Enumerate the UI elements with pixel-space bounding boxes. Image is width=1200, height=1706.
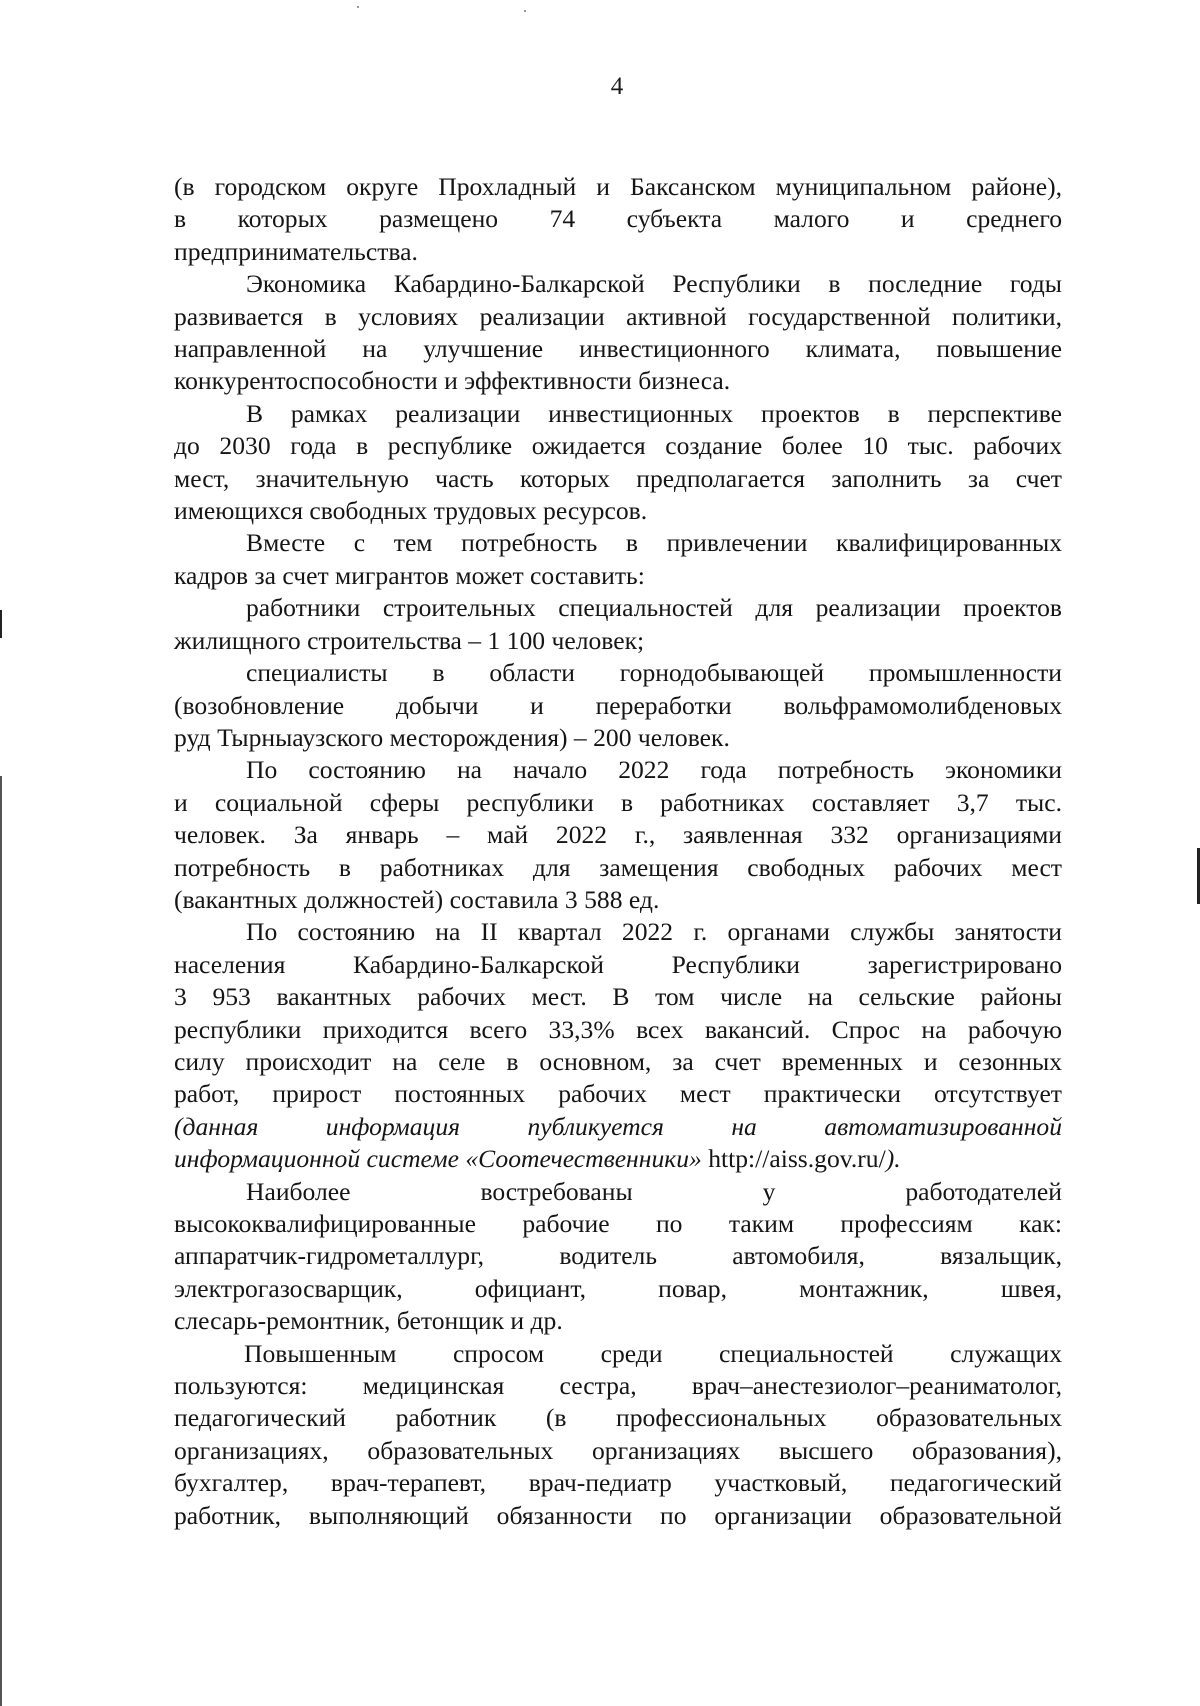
text-line: работник, выполняющий обязанности по организации образовательной — [174, 1500, 1062, 1530]
italic-text: информационной системе «Соотечественники» — [174, 1144, 702, 1174]
scan-edge-mark-left-top — [0, 610, 2, 638]
text-line: кадров за счет мигрантов может составить: — [174, 560, 645, 590]
text-line: (в городском округе Прохладный и Баксанском муниципальном районе), — [174, 172, 1062, 201]
text-line: работ, прирост постоянных рабочих мест практически отсутствует — [174, 1079, 1062, 1109]
text-line: в которых размещено 74 субъекта малого и среднего — [174, 204, 1062, 234]
scan-edge-mark-left-bottom — [0, 776, 2, 1706]
paragraph-migrant-need — [174, 527, 1062, 592]
paragraph-mining-specialists — [174, 657, 1062, 754]
text-line: мест, значительную часть которых предполагается заполнить за счет — [174, 463, 1062, 493]
text-line-italic-with-link — [174, 1143, 1062, 1175]
text-line: В рамках реализации инвестиционных проектов в перспективе — [246, 398, 1062, 428]
text-line: потребность в работниках для замещения свободных рабочих мест — [174, 852, 1062, 882]
text-line: до 2030 года в республике ожидается создание более 10 тыс. рабочих — [174, 431, 1062, 461]
text-line: Вместе с тем потребность в привлечении квалифицированных — [246, 528, 1062, 558]
text-line: (вакантных должностей) составила 3 588 ед. — [174, 884, 660, 914]
text-line: аппаратчик-гидрометаллург, водитель автомобиля, вязальщик, — [174, 1241, 1062, 1271]
text-line: человек. За январь – май 2022 г., заявленная 332 организациями — [174, 820, 1062, 850]
text-line: пользуются: медицинская сестра, врач–анестезиолог–реаниматолог, — [174, 1371, 1062, 1401]
paragraph-investment-projects — [174, 398, 1062, 528]
paragraph-employee-specialties — [174, 1338, 1062, 1532]
text-line: республики приходится всего 33,3% всех вакансий. Спрос на рабочую — [174, 1014, 1062, 1044]
text-line: По состоянию на начало 2022 года потребность экономики — [246, 755, 1062, 785]
text-line: населения Кабардино-Балкарской Республики зарегистрировано — [174, 949, 1062, 979]
text-line: и социальной сферы республики в работниках составляет 3,7 тыс. — [174, 787, 1062, 817]
text-line: По состоянию на II квартал 2022 г. органами службы занятости — [246, 917, 1062, 947]
paragraph-worker-professions — [174, 1176, 1062, 1338]
text-line: высококвалифицированные рабочие по таким профессиям как: — [174, 1209, 1062, 1238]
paragraph-labor-demand-2022 — [174, 754, 1062, 916]
text-line: специалисты в области горнодобывающей промышленности — [246, 658, 1062, 688]
text-line: конкурентоспособности и эффективности бизнеса. — [174, 366, 731, 396]
text-line: работники строительных специальностей для реализации проектов — [246, 593, 1062, 623]
text-line: руд Тырныаузского месторождения) – 200 человек. — [174, 722, 730, 752]
text-line: развивается в условиях реализации активной государственной политики, — [174, 301, 1062, 331]
text-line: Наиболее востребованы у работодателей — [246, 1176, 1062, 1206]
text-line: силу происходит на селе в основном, за счет временных и сезонных — [174, 1046, 1062, 1076]
text-line: Экономика Кабардино-Балкарской Республики в последние годы — [246, 269, 1062, 299]
paragraph-economy — [174, 268, 1062, 398]
paragraph-continuation — [174, 171, 1062, 268]
text-line: педагогический работник (в профессиональных образовательных — [174, 1403, 1062, 1433]
document-body — [174, 171, 1062, 1532]
text-line: электрогазосварщик, официант, повар, монтажник, швея, — [174, 1273, 1062, 1303]
text-line: предпринимательства. — [174, 236, 418, 266]
text-line: бухгалтер, врач-терапевт, врач-педиатр участковый, педагогический — [174, 1468, 1062, 1498]
scan-dot-top — [357, 6, 359, 8]
text-line: слесарь-ремонтник, бетонщик и др. — [174, 1306, 563, 1336]
website-link[interactable]: http://aiss.gov.ru/ — [708, 1144, 886, 1174]
italic-closing: ). — [885, 1144, 901, 1174]
text-line: жилищного строительства – 1 100 человек; — [174, 625, 645, 655]
text-line: направленной на улучшение инвестиционного климата, повышение — [174, 334, 1062, 364]
text-line: имеющихся свободных трудовых ресурсов. — [174, 496, 648, 526]
text-line-italic — [174, 1111, 1062, 1143]
scan-dot-top-2 — [524, 10, 526, 12]
text-line: организациях, образовательных организациях высшего образования), — [174, 1435, 1062, 1465]
text-line: (возобновление добычи и переработки вольфрамомолибденовых — [174, 690, 1062, 720]
text-line: Повышенным спросом среди специальностей служащих — [244, 1338, 1062, 1368]
paragraph-vacancies-q2 — [174, 916, 1062, 1175]
italic-text: (данная информация публикуется на автоматизированной — [174, 1111, 1062, 1141]
text-line: 3 953 вакантных рабочих мест. В том числе на сельские районы — [174, 982, 1062, 1012]
page-number: 4 — [610, 73, 624, 100]
paragraph-construction-workers — [174, 592, 1062, 657]
